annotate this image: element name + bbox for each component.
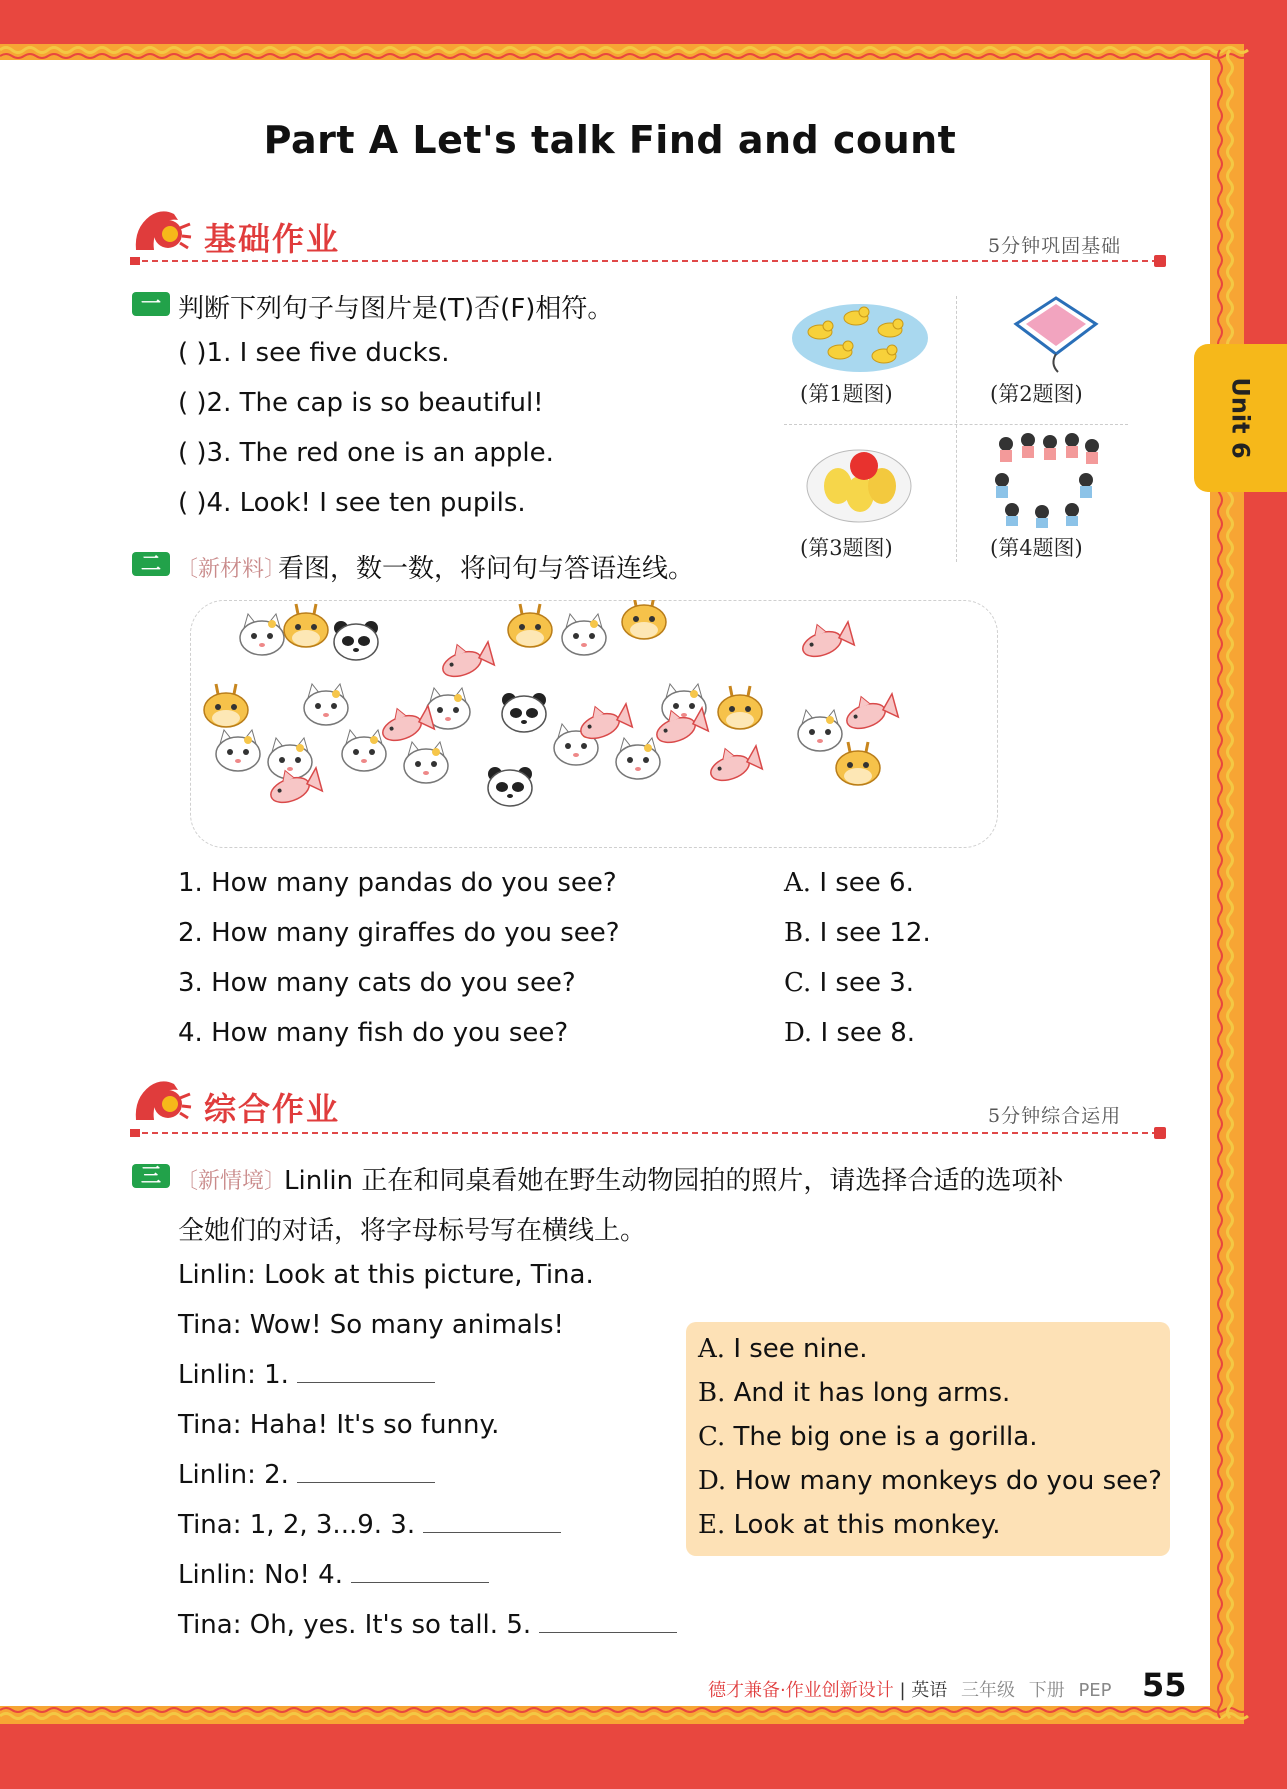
ex1-caption-4: (第4题图) <box>990 536 1083 560</box>
ex2-question-1[interactable]: 1. How many pandas do you see? <box>178 868 617 898</box>
answer-blank-4[interactable] <box>351 1560 489 1583</box>
ex1-item-3[interactable]: ( )3. The red one is an apple. <box>178 438 554 468</box>
ex2-instruction: 看图，数一数，将问句与答语连线。 <box>278 554 695 584</box>
option-e-text: Look at this monkey. <box>733 1510 1001 1540</box>
footer-volume: 下册 <box>1028 1680 1065 1701</box>
ex3-tag: 〔新情境〕 <box>176 1169 287 1194</box>
ex2-question-3[interactable]: 3. How many cats do you see? <box>178 968 576 998</box>
answer-blank-2[interactable] <box>297 1460 435 1483</box>
ex1-badge: 一 <box>132 292 170 316</box>
footer-subject: 英语 <box>911 1680 948 1701</box>
kite-image <box>1006 294 1106 374</box>
ex2-answer-c-text: I see 3. <box>819 968 915 998</box>
fish-icon-1 <box>436 634 496 682</box>
footer-edition: PEP <box>1078 1680 1112 1701</box>
animal-picture <box>190 600 996 846</box>
ex2-answer-d-text: I see 8. <box>820 1018 915 1048</box>
answer-blank-5[interactable] <box>539 1610 677 1633</box>
option-d <box>698 1466 1162 1496</box>
giraffe-icon-4 <box>622 600 666 639</box>
section2-divider <box>132 1132 1158 1134</box>
ex1-caption-3: (第3题图) <box>800 536 893 560</box>
option-a <box>698 1334 868 1364</box>
ex3-instruction-line2: 全她们的对话，将字母标号写在横线上。 <box>178 1216 647 1246</box>
dialogue-line-8-text: Tina: Oh, yes. It's so tall. 5. <box>178 1610 532 1640</box>
ex1-item-2[interactable]: ( )2. The cap is so beautiful! <box>178 388 544 418</box>
cat-icon-3 <box>268 738 312 779</box>
fish-icon-4 <box>796 614 856 662</box>
ex3-instruction-line1: Linlin 正在和同桌看她在野生动物园拍的照片，请选择合适的选项补 <box>284 1166 1064 1196</box>
cat-icon-2 <box>304 684 348 725</box>
dialogue-line-5-text: Linlin: 2. <box>178 1460 289 1490</box>
ex1-item-4[interactable]: ( )4. Look! I see ten pupils. <box>178 488 526 518</box>
cat-icon-6 <box>562 614 606 655</box>
section2-title: 综合作业 <box>204 1090 341 1128</box>
section1-divider <box>132 260 1158 262</box>
cat-icon-10 <box>616 738 660 779</box>
giraffe-icon-6 <box>836 742 880 785</box>
fish-icon-5 <box>840 686 900 734</box>
answer-blank-1[interactable] <box>297 1360 435 1383</box>
ex2-badge: 二 <box>132 552 170 576</box>
unit-tab-label-wrap <box>1194 344 1287 492</box>
option-d-text: How many monkeys do you see? <box>734 1466 1162 1496</box>
dialogue-line-7 <box>178 1560 489 1590</box>
option-a-text: I see nine. <box>733 1334 868 1364</box>
ex1-caption-2: (第2题图) <box>990 382 1083 406</box>
giraffe-icon-3 <box>508 604 552 647</box>
ducks-pond-image <box>790 296 930 376</box>
ex2-answer-a-letter: A. <box>784 868 812 898</box>
section1-bell-icon <box>128 206 192 262</box>
option-b-letter: B. <box>698 1378 726 1408</box>
ex2-question-4[interactable]: 4. How many fish do you see? <box>178 1018 569 1048</box>
ex2-answer-d[interactable] <box>784 1018 915 1048</box>
ex2-answer-c[interactable] <box>784 968 914 998</box>
dialogue-line-8 <box>178 1610 677 1640</box>
section1-divider-end <box>1154 255 1166 267</box>
section2-divider-start <box>130 1129 140 1137</box>
fish-icon-6 <box>704 738 764 786</box>
section1-note: 5分钟巩固基础 <box>988 235 1122 257</box>
giraffe-icon-5 <box>718 686 762 729</box>
section1-divider-start <box>130 257 140 265</box>
ex2-question-2[interactable]: 2. How many giraffes do you see? <box>178 918 620 948</box>
cat-icon-4 <box>216 730 260 771</box>
page-title: Part A Let's talk Find and count <box>263 118 957 162</box>
footer-info: 德才兼备·作业创新设计 | 英语 三年级 下册 PEP <box>708 1680 1112 1701</box>
pic-grid-vline <box>956 296 957 562</box>
option-c-text: The big one is a gorilla. <box>733 1422 1038 1452</box>
dialogue-line-4: Tina: Haha! It's so funny. <box>178 1410 500 1440</box>
ex2-answer-b-letter: B. <box>784 918 812 948</box>
panda-icon-2 <box>502 693 546 732</box>
ex2-tag: 〔新材料〕 <box>176 557 287 582</box>
dialogue-line-6-text: Tina: 1, 2, 3...9. 3. <box>178 1510 416 1540</box>
section2-bell-icon <box>128 1076 192 1132</box>
dialogue-line-3 <box>178 1360 435 1390</box>
dialogue-line-6 <box>178 1510 561 1540</box>
ex2-answer-b-text: I see 12. <box>819 918 931 948</box>
ex2-answer-b[interactable] <box>784 918 931 948</box>
option-e-letter: E. <box>698 1510 726 1540</box>
unit-tab-label: Unit 6 <box>1226 377 1255 459</box>
giraffe-icon-1 <box>284 604 328 647</box>
footer-brand: 德才兼备·作业创新设计 <box>708 1680 894 1701</box>
ex1-item-1[interactable]: ( )1. I see five ducks. <box>178 338 450 368</box>
option-c <box>698 1422 1037 1452</box>
section2-divider-end <box>1154 1127 1166 1139</box>
pic-grid-hline <box>784 424 1128 425</box>
pupils-image <box>986 430 1106 530</box>
cat-icon-1 <box>240 614 284 655</box>
section1-title: 基础作业 <box>204 220 341 258</box>
ex1-caption-1: (第1题图) <box>800 382 893 406</box>
option-d-letter: D. <box>698 1466 727 1496</box>
ex2-answer-c-letter: C. <box>784 968 812 998</box>
cat-icon-11 <box>798 710 842 751</box>
panda-icon-1 <box>334 621 378 660</box>
option-a-letter: A. <box>698 1334 726 1364</box>
dialogue-line-5 <box>178 1460 435 1490</box>
cat-icon-9 <box>404 742 448 783</box>
dialogue-line-1: Linlin: Look at this picture, Tina. <box>178 1260 594 1290</box>
fruit-plate-image <box>804 434 914 524</box>
dialogue-line-7-text: Linlin: No! 4. <box>178 1560 343 1590</box>
option-b-text: And it has long arms. <box>733 1378 1011 1408</box>
option-b <box>698 1378 1010 1408</box>
option-c-letter: C. <box>698 1422 726 1452</box>
option-e <box>698 1510 1001 1540</box>
ex2-answer-a-text: I see 6. <box>819 868 914 898</box>
page-number: 55 <box>1142 1666 1187 1704</box>
giraffe-icon-2 <box>204 684 248 727</box>
ex2-answer-d-letter: D. <box>784 1018 813 1048</box>
answer-blank-3[interactable] <box>423 1510 561 1533</box>
footer-grade: 三年级 <box>960 1680 1015 1701</box>
dialogue-line-3-text: Linlin: 1. <box>178 1360 289 1390</box>
dialogue-line-2: Tina: Wow! So many animals! <box>178 1310 564 1340</box>
ex2-answer-a[interactable] <box>784 868 914 898</box>
ex1-instruction: 判断下列句子与图片是(T)否(F)相符。 <box>178 294 614 324</box>
panda-icon-3 <box>488 767 532 806</box>
cat-icon-12 <box>342 730 386 771</box>
section2-note: 5分钟综合运用 <box>988 1105 1122 1127</box>
ex3-badge: 三 <box>132 1164 170 1188</box>
